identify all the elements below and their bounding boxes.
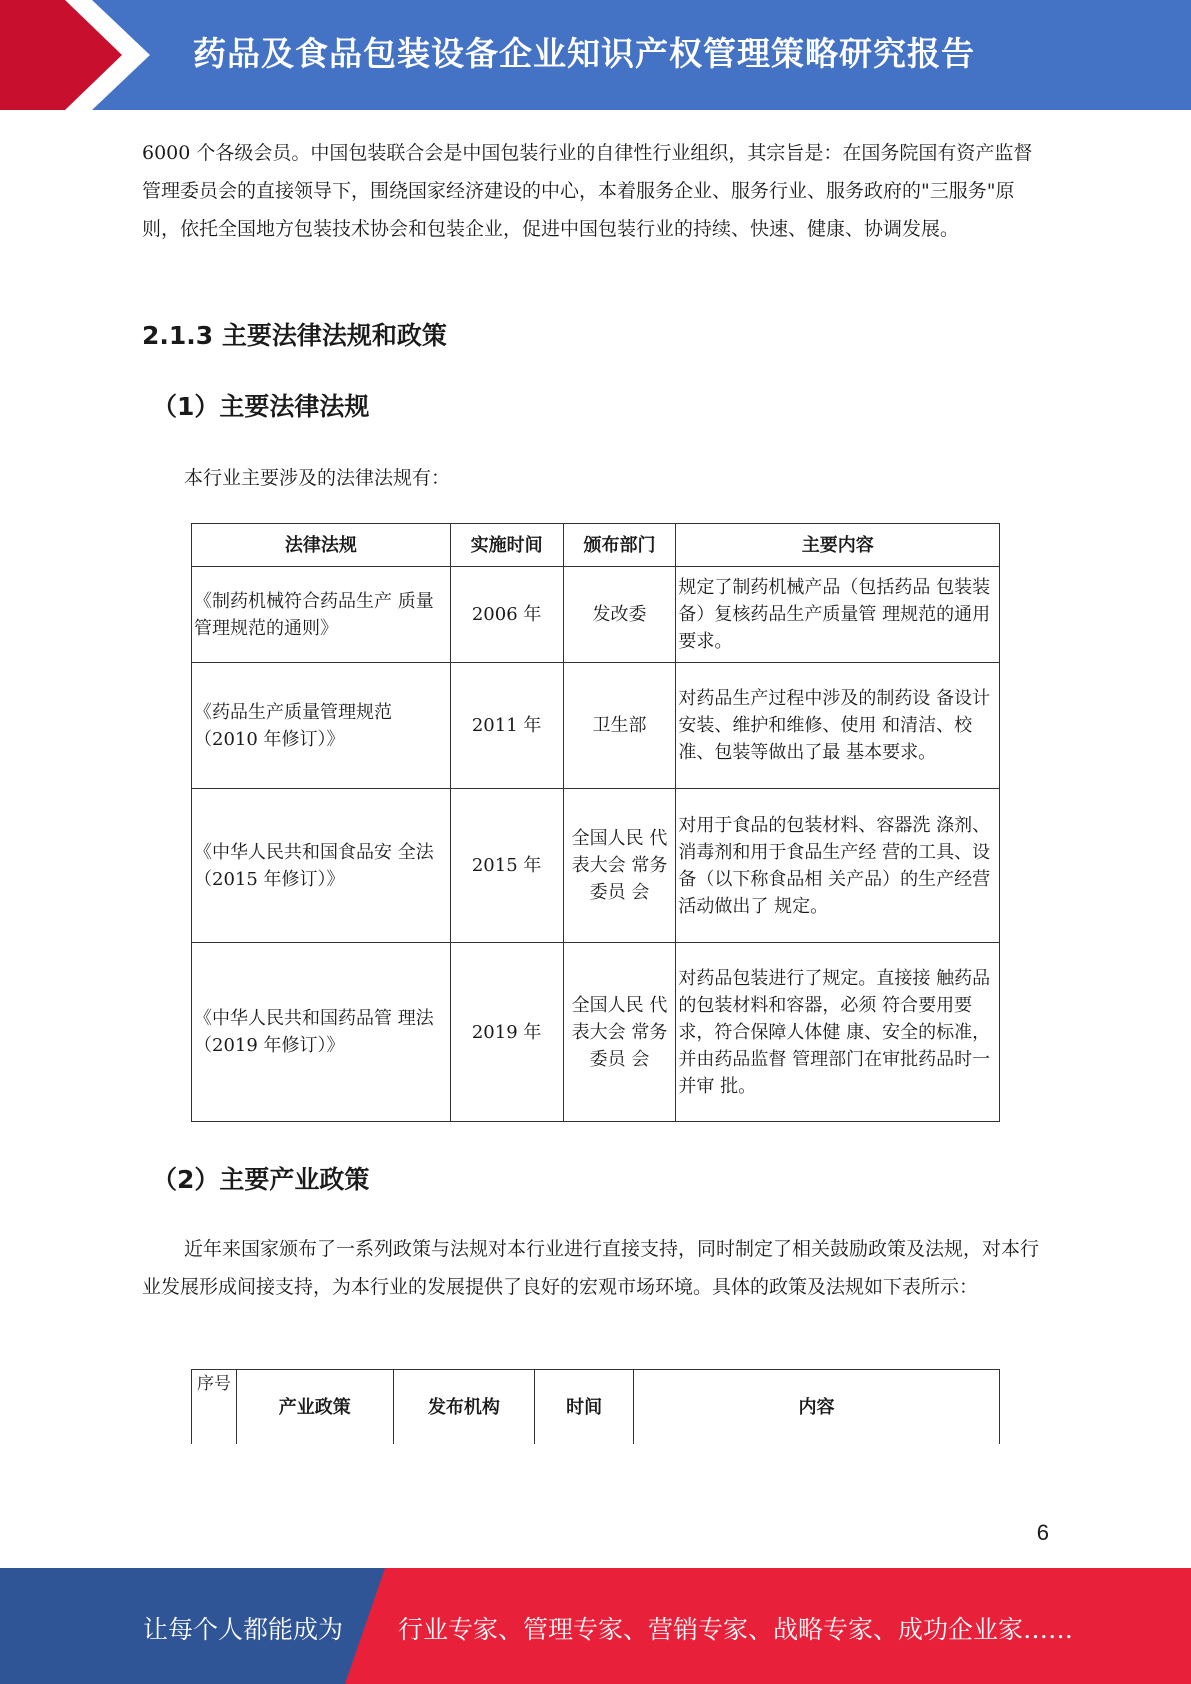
law-content-cell: 规定了制药机械产品（包括药品 包装装备）复核药品生产质量管 理规范的通用要求。 [676, 567, 1000, 663]
policies-lead-text: 近年来国家颁布了一系列政策与法规对本行业进行直接支持，同时制定了相关鼓励政策及法规，对本行业发展形成间接支持，为本行业的发展提供了良好的宏观市场环境。具体的政策及法规如下表所示： [142, 1238, 1040, 1298]
law-content-cell: 对药品生产过程中涉及的制药设 备设计安装、维护和维修、使用 和清洁、校准、包装等做出了最 基本要求。 [676, 663, 1000, 789]
law-name-cell: 《药品生产质量管理规范（2010 年修订）》 [192, 663, 451, 789]
laws-col-header: 法律法规 [192, 524, 451, 567]
policies-col-header: 内容 [633, 1370, 999, 1445]
law-dept-cell: 发改委 [563, 567, 676, 663]
policies-col-header: 产业政策 [236, 1370, 393, 1445]
policies-table [191, 1369, 1000, 1444]
laws-table-header-row [192, 524, 1000, 567]
page-header [0, 0, 1191, 110]
footer-slogan-left: 让每个人都能成为 [143, 1615, 344, 1644]
law-name-cell: 《中华人民共和国药品管 理法（2019 年修订）》 [192, 943, 451, 1122]
law-content-cell: 对用于食品的包装材料、容器洗 涤剂、消毒剂和用于食品生产经 营的工具、设备（以下称食品相 关产品）的生产经营活动做出了 规定。 [676, 789, 1000, 943]
footer-slogan-right: 行业专家、管理专家、营销专家、战略专家、成功企业家…… [398, 1615, 1074, 1644]
page-footer [0, 1568, 1191, 1684]
law-time-cell: 2011 年 [450, 663, 563, 789]
policies-col-header: 序号 [192, 1370, 237, 1445]
table-row [192, 567, 1000, 663]
laws-col-header: 主要内容 [676, 524, 1000, 567]
laws-col-header: 颁布部门 [563, 524, 676, 567]
law-name-cell: 《中华人民共和国食品安 全法（2015 年修订）》 [192, 789, 451, 943]
table-row [192, 789, 1000, 943]
laws-lead-text: 本行业主要涉及的法律法规有： [184, 467, 451, 489]
law-dept-cell: 卫生部 [563, 663, 676, 789]
report-title: 药品及食品包装设备企业知识产权管理策略研究报告 [193, 34, 975, 73]
policies-table-header-row [192, 1370, 1000, 1445]
law-time-cell: 2015 年 [450, 789, 563, 943]
laws-table [191, 523, 1000, 1122]
table-row [192, 943, 1000, 1122]
law-name-cell: 《制药机械符合药品生产 质量管理规范的通则》 [192, 567, 451, 663]
laws-col-header: 实施时间 [450, 524, 563, 567]
page-number: 6 [1036, 1520, 1049, 1545]
intro-paragraph: 6000 个各级会员。中国包装联合会是中国包装行业的自律性行业组织，其宗旨是：在国务院国有资产监督管理委员会的直接领导下，围绕国家经济建设的中心，本着服务企业、服务行业、服务政府的"三服务"原则，依托全国地方包装技术协会和包装企业，促进中国包装行业的持续、快速、健康、协调发展。 [142, 142, 1033, 240]
law-dept-cell: 全国人民 代表大会 常务委员 会 [563, 943, 676, 1122]
subsection-heading-policies: （2）主要产业政策 [152, 1165, 370, 1194]
table-row [192, 663, 1000, 789]
section-heading-2-1-3: 2.1.3 主要法律法规和政策 [142, 321, 447, 350]
subsection-heading-laws: （1）主要法律法规 [152, 392, 370, 421]
law-time-cell: 2019 年 [450, 943, 563, 1122]
policies-col-header: 发布机构 [393, 1370, 535, 1445]
policies-col-header: 时间 [535, 1370, 634, 1445]
law-content-cell: 对药品包装进行了规定。直接接 触药品的包装材料和容器，必须 符合要用要求，符合保障人体健 康、安全的标准，并由药品监督 管理部门在审批药品时一并审 批。 [676, 943, 1000, 1122]
law-dept-cell: 全国人民 代表大会 常务委员 会 [563, 789, 676, 943]
law-time-cell: 2006 年 [450, 567, 563, 663]
